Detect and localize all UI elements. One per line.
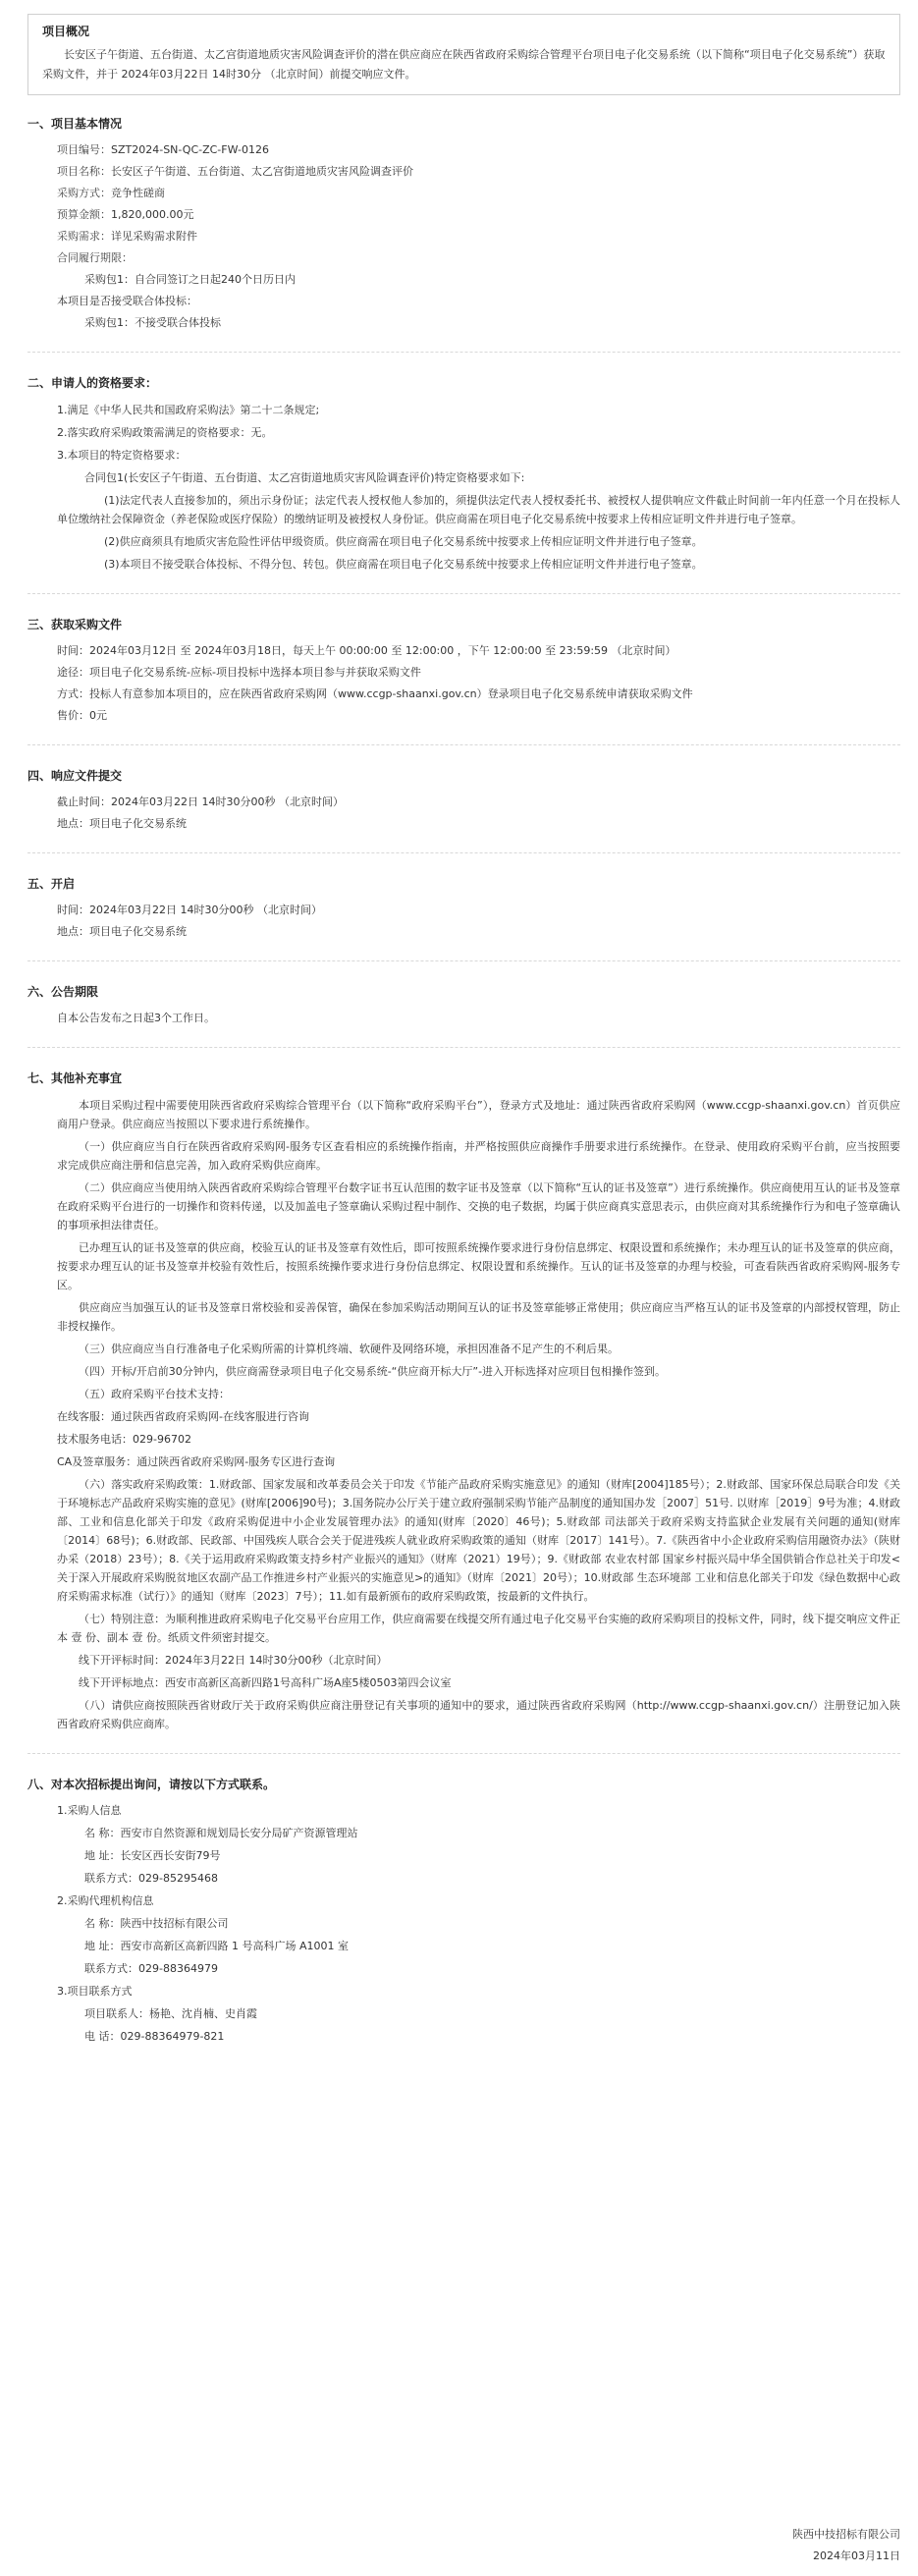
- package-intro: 合同包1(长安区子午街道、五台街道、太乙宫街道地质灾害风险调查评价)特定资格要求如下:: [84, 471, 525, 484]
- overview-title: 项目概况: [42, 25, 90, 38]
- section-contact: [27, 1776, 900, 2046]
- other-paragraph: 本项目采购过程中需要使用陕西省政府采购综合管理平台（以下简称“政府采购平台”），登录方式及地址：通过陕西省政府采购网（www.ccgp-shaanxi.gov.cn）首页供应商用户登录。供应商应当按照以下要求进行系统操作。: [57, 1099, 900, 1130]
- info-row: [27, 794, 900, 811]
- joint-bid-label: 本项目是否接受联合体投标：: [57, 295, 197, 307]
- row-label: 售价：: [57, 709, 89, 722]
- divider: [27, 352, 900, 353]
- row-value: 2024年03月22日 14时30分00秒 （北京时间）: [89, 904, 322, 916]
- qualification-item: 1.满足《中华人民共和国政府采购法》第二十二条规定;: [57, 404, 320, 416]
- divider: [27, 1753, 900, 1754]
- row-label: 合同履行期限：: [57, 251, 133, 264]
- info-row: [27, 664, 900, 682]
- contract-package: 采购包1：自合同签订之日起240个日历日内: [84, 273, 296, 286]
- row-value: SZT2024-SN-QC-ZC-FW-0126: [111, 143, 269, 156]
- contact-line: 地 址：长安区西长安街79号: [84, 1849, 221, 1862]
- row-label: 项目编号：: [57, 143, 111, 156]
- section-other-matters: [27, 1069, 900, 1733]
- info-row: [27, 206, 900, 224]
- contact-line: 项目联系人：杨艳、沈肖楠、史肖霞: [84, 2007, 257, 2020]
- row-value: 项目电子化交易系统: [89, 925, 187, 938]
- other-paragraph: （二）供应商应当使用纳入陕西省政府采购综合管理平台数字证书互认范围的数字证书及签章（以下简称“互认的证书及签章”）进行系统操作。供应商使用互认的证书及签章在政府采购平台进行的一切操作和资料传递，以及加盖电子签章确认采购过程中制作、交换的电子数据，均属于供应商真实意思表示，由供应商对其系统操作行为和电子签章确认的事项承担法律责任。: [57, 1181, 900, 1232]
- other-paragraph: 在线客服：通过陕西省政府采购网-在线客服进行咨询: [57, 1410, 309, 1423]
- section-title: 七、其他补充事宜: [27, 1071, 123, 1085]
- other-paragraph: （一）供应商应当自行在陕西省政府采购网-服务专区查看相应的系统操作指南，并严格按照供应商操作手册要求进行系统操作。在登录、使用政府采购平台前，应当按照要求完成供应商注册和信息完善，加入政府采购供应商库。: [57, 1140, 900, 1172]
- row-value: 2024年03月22日 14时30分00秒 （北京时间）: [111, 795, 344, 808]
- contact-line: 电 话：029-88364979-821: [84, 2030, 225, 2043]
- section-title: 二、申请人的资格要求：: [27, 376, 158, 390]
- row-label: 时间：: [57, 644, 89, 657]
- info-row: [27, 249, 900, 267]
- contact-group-title: 3.项目联系方式: [57, 1985, 133, 1998]
- requirement-item: (2)供应商须具有地质灾害危险性评估甲级资质。供应商需在项目电子化交易系统中按要求上传相应证明文件并进行电子签章。: [104, 535, 703, 548]
- contact-line: 联系方式：029-88364979: [84, 1962, 218, 1975]
- info-row: [27, 228, 900, 246]
- contact-line: 名 称：西安市自然资源和规划局长安分局矿产资源管理站: [84, 1827, 358, 1839]
- contact-group-title: 2.采购代理机构信息: [57, 1894, 154, 1907]
- section-qualification: [27, 374, 900, 574]
- row-value: 2024年03月12日 至 2024年03月18日，每天上午 00:00:00 至 12:00:00 ，下午 12:00:00 至 23:59:59 （北京时间）: [89, 644, 676, 657]
- section-opening: [27, 875, 900, 941]
- section-title: 五、开启: [27, 877, 76, 891]
- info-row: [27, 185, 900, 202]
- overview-text: 长安区子午街道、五台街道、太乙宫街道地质灾害风险调查评价的潜在供应商应在陕西省政府采购综合管理平台项目电子化交易系统（以下简称“项目电子化交易系统”）获取采购文件，并于 2024年03月22日 14时30分 （北京时间）前提交响应文件。: [42, 48, 886, 81]
- row-value: 长安区子午街道、五台街道、太乙宫街道地质灾害风险调查评价: [111, 165, 413, 178]
- info-row: [27, 923, 900, 941]
- row-value: 0元: [89, 709, 107, 722]
- row-value: 项目电子化交易系统-应标-项目投标中选择本项目参与并获取采购文件: [89, 666, 421, 679]
- section-title: 六、公告期限: [27, 985, 99, 999]
- row-label: 预算金额：: [57, 208, 111, 221]
- info-row: [27, 707, 900, 725]
- other-paragraph: 线下开评标时间：2024年3月22日 14时30分00秒（北京时间）: [79, 1654, 388, 1667]
- divider: [27, 852, 900, 853]
- row-label: 方式：: [57, 687, 89, 700]
- divider: [27, 1047, 900, 1048]
- divider: [27, 744, 900, 745]
- qualification-item: 3.本项目的特定资格要求：: [57, 449, 187, 462]
- other-paragraph: （五）政府采购平台技术支持：: [79, 1388, 230, 1400]
- policy-paragraph: （六）落实政府采购政策：1.财政部、国家发展和改革委员会关于印发《节能产品政府采购实施意见》的通知（财库[2004]185号）；2.财政部、国家环保总局联合印发《关于环境标志产品政府采购实施的意见》(财库[2006]90号)；3.国务院办公厅关于建立政府强制采购节能产品制度的通知国办发［2007］51号. 以财库［2019］9号为准；4.财政部、工业和信息化部关于印发《政府采购促进中小企业发展管理办法》的通知(财库〔2020〕46号)；5.财政部 司法部关于政府采购支持监狱企业发展有关问题的通知(财库〔2014〕68号)；6.财政部、民政部、中国残疾人联合会关于促进残疾人就业政府采购政策的通知（财库〔2017〕141号）。7.《陕西省中小企业政府采购信用融资办法》（陕财办采（2018）23号）；8.《关于运用政府采购政策支持乡村产业振兴的通知》（财库（2021）19号）；9.《财政部 农业农村部 国家乡村振兴局中华全国供销合作总社关于印发<关于深入开展政府采购脱贫地区农副产品工作推进乡村产业振兴的实施意见>的通知》（财库〔2021〕20号）；10.财政部 生态环境部 工业和信息化部关于印发《绿色数据中心政府采购需求标准（试行）》的通知（财库〔2023〕7号）；11.如有最新颁布的政府采购政策，按最新的文件执行。: [57, 1478, 900, 1603]
- row-label: 截止时间：: [57, 795, 111, 808]
- row-value: 1,820,000.00元: [111, 208, 194, 221]
- section-title: 三、获取采购文件: [27, 618, 123, 631]
- row-value: 竞争性磋商: [111, 187, 165, 199]
- signature-org: 陕西中技招标有限公司: [792, 2528, 900, 2541]
- other-paragraph: CA及签章服务：通过陕西省政府采购网-服务专区进行查询: [57, 1455, 336, 1468]
- row-value: 详见采购需求附件: [111, 230, 197, 243]
- row-label: 采购需求：: [57, 230, 111, 243]
- row-label: 采购方式：: [57, 187, 111, 199]
- row-label: 项目名称：: [57, 165, 111, 178]
- row-value: 投标人有意参加本项目的，应在陕西省政府采购网（www.ccgp-shaanxi.gov.cn）登录项目电子化交易系统申请获取采购文件: [89, 687, 693, 700]
- other-paragraph: 已办理互认的证书及签章的供应商，校验互认的证书及签章有效性后，即可按照系统操作要求进行身份信息绑定、权限设置和系统操作；未办理互认的证书及签章的供应商，按要求办理互认的证书及签章并校验有效性后，按照系统操作要求进行身份信息绑定、权限设置和系统操作。互认的证书及签章的办理与校验，可查看陕西省政府采购网-服务专区。: [57, 1241, 900, 1291]
- other-paragraph: 供应商应当加强互认的证书及签章日常校验和妥善保管，确保在参加采购活动期间互认的证书及签章能够正常使用；供应商应当严格互认的证书及签章的内部授权管理，防止非授权操作。: [57, 1301, 900, 1333]
- section-submission: [27, 767, 900, 833]
- row-label: 时间：: [57, 904, 89, 916]
- info-row: [27, 642, 900, 660]
- qualification-item: 2.落实政府采购政策需满足的资格要求：无。: [57, 426, 273, 439]
- section-title: 八、对本次招标提出询问，请按以下方式联系。: [27, 1778, 276, 1791]
- section-title: 一、项目基本情况: [27, 117, 123, 131]
- contact-line: 名 称：陕西中技招标有限公司: [84, 1917, 229, 1930]
- info-row: [27, 163, 900, 181]
- info-row: [27, 902, 900, 919]
- other-paragraph: 技术服务电话：029-96702: [57, 1433, 191, 1446]
- other-paragraph: 线下开评标地点：西安市高新区高新四路1号高科广场A座5楼0503第四会议室: [79, 1676, 452, 1689]
- overview-box: [27, 14, 900, 95]
- section-title: 四、响应文件提交: [27, 769, 123, 783]
- notice-period-text: 自本公告发布之日起3个工作日。: [57, 1012, 215, 1024]
- other-paragraph: （七）特别注意：为顺利推进政府采购电子化交易平台应用工作，供应商需要在线提交所有通过电子化交易平台实施的政府采购项目的投标文件，同时，线下提交响应文件正本 壹 份、副本 壹 份。纸质文件须密封提交。: [57, 1613, 900, 1644]
- row-value: 项目电子化交易系统: [89, 817, 187, 830]
- contact-line: 联系方式：029-85295468: [84, 1872, 218, 1885]
- row-label: 地点：: [57, 817, 89, 830]
- requirement-item: (1)法定代表人直接参加的，须出示身份证；法定代表人授权他人参加的，须提供法定代表人授权委托书、被授权人提供响应文件截止时间前一年内任意一个月在投标人单位缴纳社会保障资金（养老保险或医疗保险）的缴纳证明及被授权人身份证。供应商需在项目电子化交易系统中按要求上传相应证明文件并进行电子签章。: [57, 494, 900, 525]
- other-paragraph: （三）供应商应当自行准备电子化采购所需的计算机终端、软硬件及网络环境，承担因准备不足产生的不利后果。: [79, 1343, 619, 1355]
- contact-group-title: 1.采购人信息: [57, 1804, 122, 1817]
- divider: [27, 960, 900, 961]
- section-basic-info: [27, 115, 900, 332]
- divider: [27, 593, 900, 594]
- signature-block: [792, 2526, 900, 2565]
- joint-bid-package: 采购包1：不接受联合体投标: [84, 316, 221, 329]
- section-notice-period: [27, 983, 900, 1027]
- contact-line: 地 址：西安市高新区高新四路 1 号高科广场 A1001 室: [84, 1940, 349, 1952]
- info-row: [27, 141, 900, 159]
- requirement-item: (3)本项目不接受联合体投标、不得分包、转包。供应商需在项目电子化交易系统中按要求上传相应证明文件并进行电子签章。: [104, 558, 703, 571]
- row-label: 途径：: [57, 666, 89, 679]
- row-label: 地点：: [57, 925, 89, 938]
- other-paragraph: （四）开标/开启前30分钟内，供应商需登录项目电子化交易系统-“供应商开标大厅”-进入开标选择对应项目包相操作签到。: [79, 1365, 667, 1378]
- other-paragraph: （八）请供应商按照陕西省财政厅关于政府采购供应商注册登记有关事项的通知中的要求，通过陕西省政府采购网（http://www.ccgp-shaanxi.gov.cn/）注册登记加入陕西省政府采购供应商库。: [57, 1699, 900, 1730]
- info-row: [27, 685, 900, 703]
- section-obtain-documents: [27, 616, 900, 725]
- signature-date: 2024年03月11日: [813, 2549, 900, 2562]
- info-row: [27, 815, 900, 833]
